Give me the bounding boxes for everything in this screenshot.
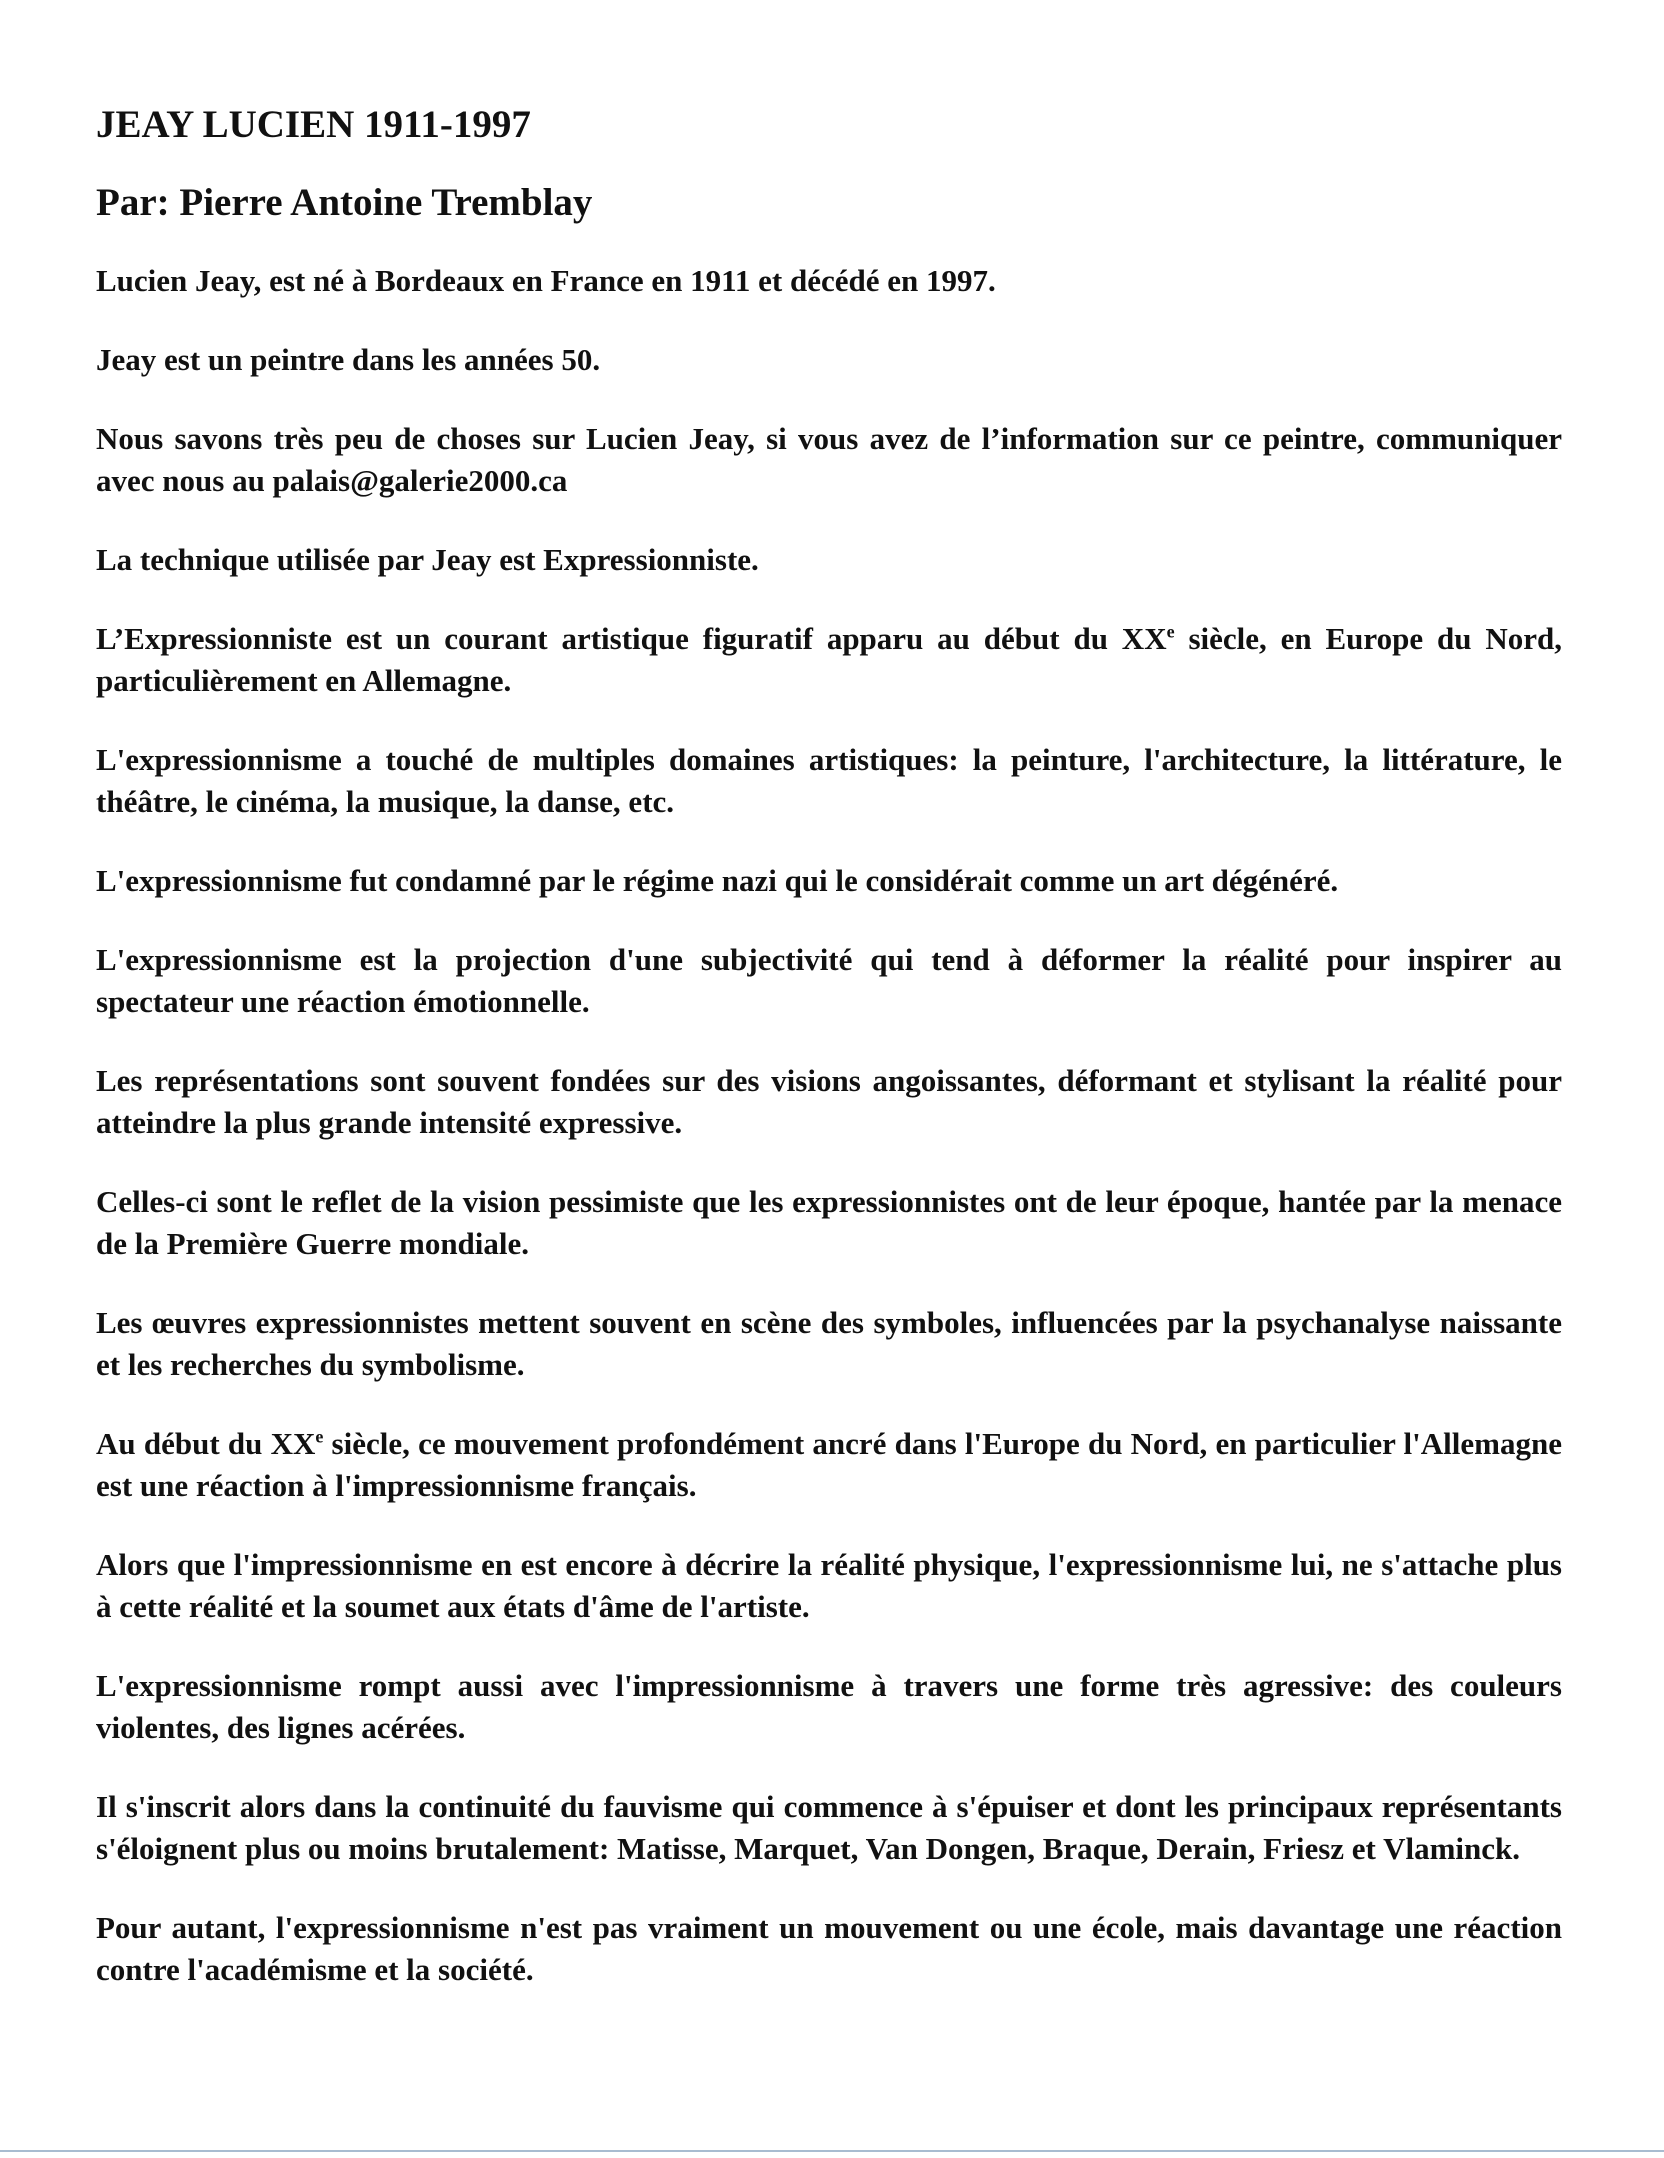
paragraph-technique: La technique utilisée par Jeay est Expressionniste.	[96, 542, 759, 577]
paragraph-condemned: L'expressionnisme fut condamné par le régime nazi qui le considérait comme un art dégénéré.	[96, 863, 1339, 898]
paragraph-conclusion: Pour autant, l'expressionnisme n'est pas vraiment un mouvement ou une école, mais davantage une réaction contre l'académisme et la société.	[96, 1910, 1562, 1987]
paragraph-contrast: Alors que l'impressionnisme en est encore à décrire la réalité physique, l'expressionnisme lui, ne s'attache plus à cette réalité et la soumet aux états d'âme de l'artiste.	[96, 1547, 1562, 1624]
paragraph-reaction-part1: Au début du XX	[96, 1426, 316, 1461]
century-superscript: e	[1166, 621, 1175, 642]
paragraph-domains: L'expressionnisme a touché de multiples domaines artistiques: la peinture, l'architecture, la littérature, le théâtre, le cinéma, la musique, la danse, etc.	[96, 742, 1562, 819]
paragraph-definition-part2: siècle, en Europe du Nord, particulièrement en Allemagne.	[96, 621, 1562, 698]
document-title: JEAY LUCIEN 1911-1997	[96, 103, 531, 146]
paragraph-projection: L'expressionnisme est la projection d'une subjectivité qui tend à déformer la réalité pour inspirer au spectateur une réaction émotionnelle.	[96, 942, 1562, 1019]
document-page	[96, 100, 1562, 2028]
paragraph-aggressive: L'expressionnisme rompt aussi avec l'impressionnisme à travers une forme très agressive: des couleurs violentes, des lignes acérées.	[96, 1668, 1562, 1745]
paragraph-symbols: Les œuvres expressionnistes mettent souvent en scène des symboles, influencées par la psychanalyse naissante et les recherches du symbolisme.	[96, 1305, 1562, 1382]
document-byline: Par: Pierre Antoine Tremblay	[96, 181, 593, 224]
paragraph-fauvism: Il s'inscrit alors dans la continuité du fauvisme qui commence à s'épuiser et dont les principaux représentants s'éloignent plus ou moins brutalement: Matisse, Marquet, Van Dongen, Braque, Derain, Friesz et Vlaminck.	[96, 1789, 1562, 1866]
paragraph-pessimism: Celles-ci sont le reflet de la vision pessimiste que les expressionnistes ont de leur époque, hantée par la menace de la Première Guerre mondiale.	[96, 1184, 1562, 1261]
paragraph-representations: Les représentations sont souvent fondées sur des visions angoissantes, déformant et stylisant la réalité pour atteindre la plus grande intensité expressive.	[96, 1063, 1562, 1140]
paragraph-contact: Nous savons très peu de choses sur Lucien Jeay, si vous avez de l’information sur ce peintre, communiquer avec nous au palais@galerie2000.ca	[96, 421, 1562, 498]
paragraph-reaction	[96, 1423, 1562, 1507]
paragraph-definition	[96, 618, 1562, 702]
paragraph-definition-part1: L’Expressionniste est un courant artistique figuratif apparu au début du XX	[96, 621, 1167, 656]
century-superscript-2: e	[315, 1426, 324, 1447]
paragraph-birth: Lucien Jeay, est né à Bordeaux en France en 1911 et décédé en 1997.	[96, 263, 996, 298]
bottom-divider	[0, 2150, 1664, 2152]
paragraph-painter: Jeay est un peintre dans les années 50.	[96, 342, 601, 377]
paragraph-reaction-part2: siècle, ce mouvement profondément ancré dans l'Europe du Nord, en particulier l'Allemagne est une réaction à l'impressionnisme français.	[96, 1426, 1562, 1503]
